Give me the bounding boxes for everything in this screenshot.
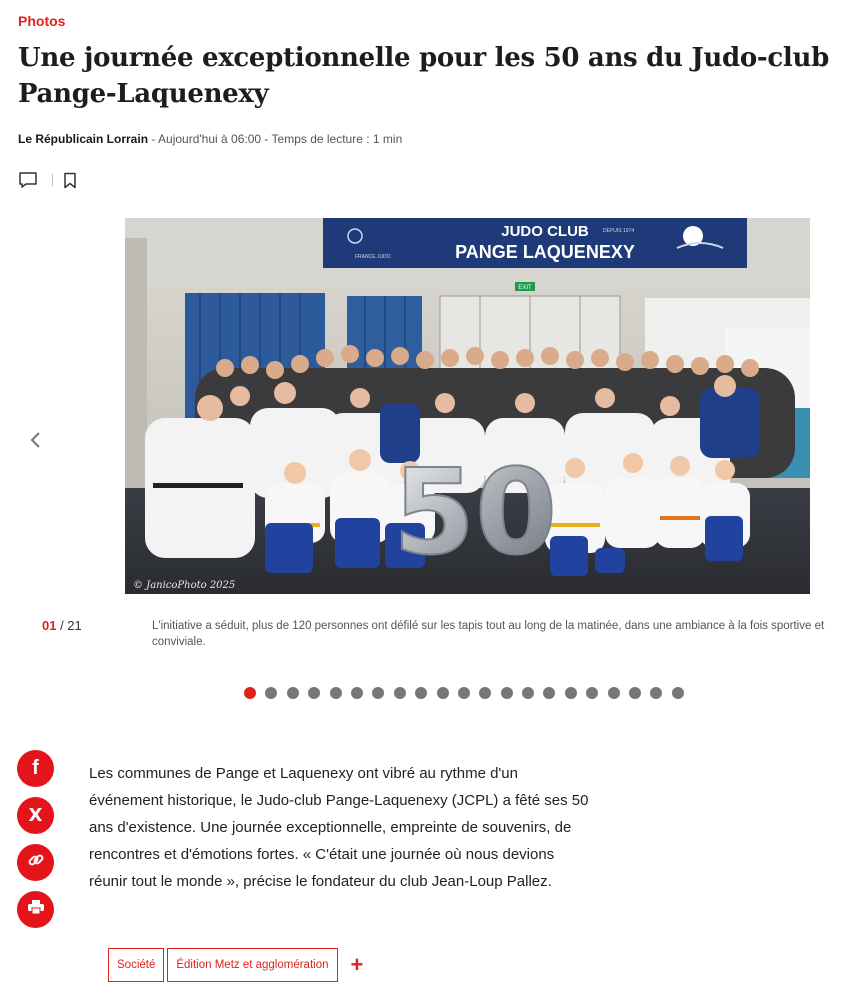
- slide-dot[interactable]: [565, 687, 577, 699]
- slide-dot[interactable]: [522, 687, 534, 699]
- slide-counter: [42, 618, 82, 633]
- prev-slide-icon[interactable]: [26, 430, 46, 450]
- slide-dots: [244, 687, 693, 699]
- x-share-button[interactable]: [17, 797, 54, 834]
- banner-line1: JUDO CLUB: [501, 223, 589, 240]
- more-tags-button[interactable]: +: [350, 952, 364, 977]
- gallery-photo[interactable]: [125, 218, 810, 594]
- slide-dot[interactable]: [650, 687, 662, 699]
- article-body: Les communes de Pange et Laquenexy ont vibré au rythme d'un événement historique, le Judo-club Pange-Laquenexy (JCPL) a fêté ses 50 ans d'existence. Une journée exceptionnelle, empreinte de souvenirs, de rencontres et d'émotions fortes. « C'était une journée où nous devions réunir tout le monde », précise le fondateur du club Jean-Loup Pallez.: [89, 765, 589, 890]
- photo-gallery: [0, 218, 856, 598]
- slide-dot[interactable]: [308, 687, 320, 699]
- slide-dot[interactable]: [501, 687, 513, 699]
- balloon-50: 50: [392, 443, 558, 581]
- category-link[interactable]: Photos: [18, 13, 66, 29]
- byline-source[interactable]: Le Républicain Lorrain: [18, 132, 149, 146]
- facebook-share-button[interactable]: [17, 750, 54, 787]
- banner-small: DEPUIS 1974: [603, 228, 635, 234]
- slide-dot[interactable]: [415, 687, 427, 699]
- comment-icon[interactable]: [18, 171, 38, 189]
- slide-dot[interactable]: [543, 687, 555, 699]
- photo-watermark: © JanicoPhoto 2025: [133, 580, 236, 591]
- slide-dot[interactable]: [351, 687, 363, 699]
- exit-sign-text: EXIT: [518, 285, 532, 291]
- print-button[interactable]: [17, 891, 54, 928]
- x-icon: X: [28, 805, 43, 826]
- slide-total: / 21: [56, 618, 82, 633]
- tag-societe[interactable]: Société: [108, 948, 164, 982]
- tag-edition-metz[interactable]: Édition Metz et agglomération: [167, 948, 337, 982]
- slide-dot[interactable]: [586, 687, 598, 699]
- print-icon: [27, 899, 45, 920]
- facebook-icon: f: [32, 757, 39, 779]
- share-buttons: [17, 750, 54, 938]
- byline-reading-time: - Temps de lecture : 1 min: [261, 132, 403, 146]
- bookmark-icon[interactable]: [63, 172, 77, 189]
- article-title: Une journée exceptionnelle pour les 50 ans du Judo-club Pange-Laquenexy: [18, 43, 829, 109]
- link-icon: [27, 851, 45, 874]
- byline: [18, 132, 402, 146]
- slide-dot[interactable]: [287, 687, 299, 699]
- slide-dot[interactable]: [244, 687, 256, 699]
- slide-dot[interactable]: [672, 687, 684, 699]
- tag-list: [108, 948, 363, 982]
- article-actions: [18, 169, 77, 191]
- slide-dot[interactable]: [437, 687, 449, 699]
- slide-dot[interactable]: [330, 687, 342, 699]
- actions-divider: [52, 174, 53, 186]
- byline-date: - Aujourd'hui à 06:00: [148, 132, 262, 146]
- slide-dot[interactable]: [479, 687, 491, 699]
- federation-logo-text: FRANCE JUDO: [355, 254, 391, 260]
- slide-dot[interactable]: [372, 687, 384, 699]
- slide-dot[interactable]: [608, 687, 620, 699]
- photo-caption: L'initiative a séduit, plus de 120 personnes ont défilé sur les tapis tout au long de la matinée, dans une ambiance à la fois sportive et conviviale.: [152, 620, 825, 648]
- banner-line2: PANGE LAQUENEXY: [455, 242, 635, 262]
- slide-dot[interactable]: [265, 687, 277, 699]
- slide-current: 01: [42, 618, 57, 633]
- slide-dot[interactable]: [458, 687, 470, 699]
- slide-dot[interactable]: [629, 687, 641, 699]
- copy-link-button[interactable]: [17, 844, 54, 881]
- slide-dot[interactable]: [394, 687, 406, 699]
